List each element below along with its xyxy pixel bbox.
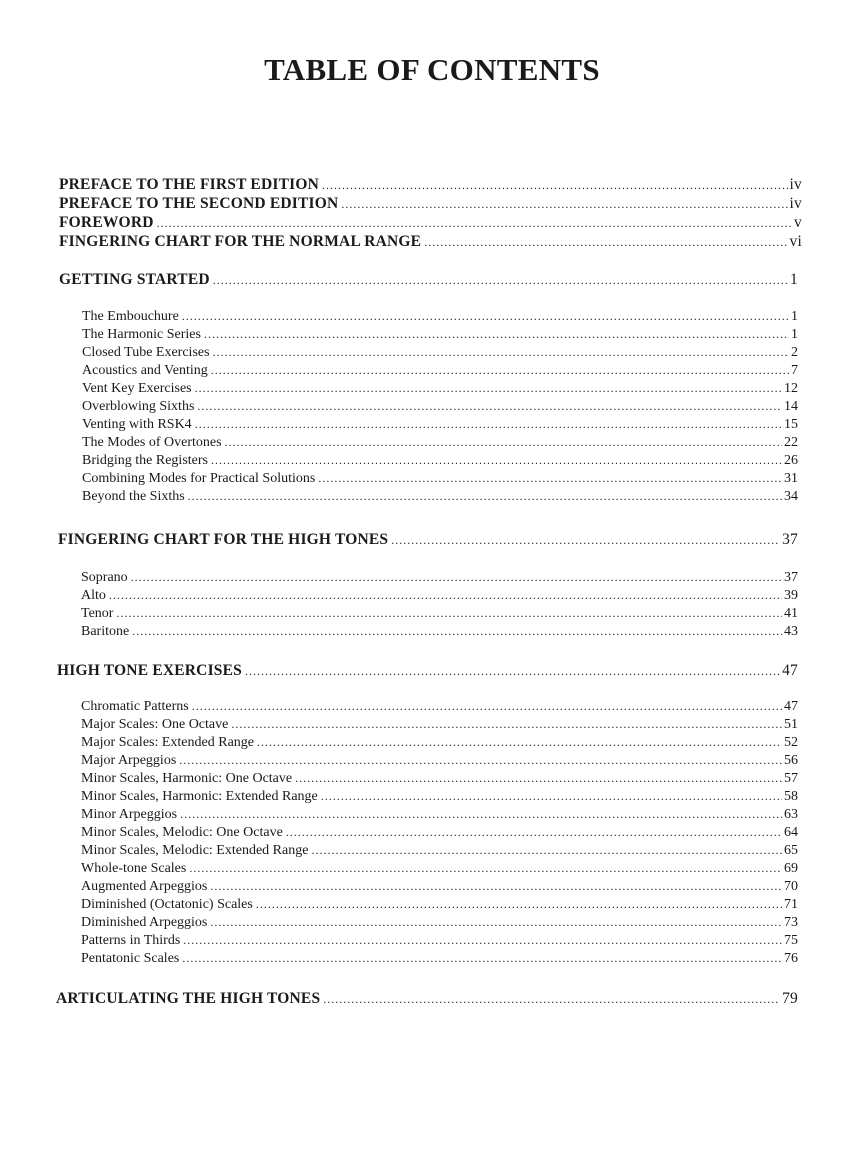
toc-section-articulating-high-tones[interactable]	[56, 990, 798, 1008]
toc-item-page: 2	[791, 345, 798, 360]
toc-item[interactable]	[81, 588, 798, 604]
toc-item-label: Bridging the Registers	[82, 453, 208, 468]
leader-dots	[195, 381, 782, 396]
toc-section-page: 1	[790, 271, 798, 288]
toc-item-label: Minor Arpeggios	[81, 807, 178, 822]
toc-item-label: Diminished Arpeggios	[81, 915, 208, 930]
toc-item-label: Overblowing Sixths	[82, 399, 195, 414]
toc-item-page: 52	[784, 735, 798, 750]
toc-item-page: 37	[784, 570, 798, 585]
toc-item[interactable]	[81, 897, 798, 913]
toc-item-label: Chromatic Patterns	[81, 699, 189, 714]
leader-dots	[189, 861, 782, 876]
toc-item[interactable]	[82, 363, 798, 379]
leader-dots	[182, 951, 782, 966]
toc-entry-preface-second-edition[interactable]	[59, 195, 802, 213]
toc-item-label: Minor Scales, Harmonic: One Octave	[81, 771, 293, 786]
leader-dots	[311, 843, 782, 858]
toc-section-label: HIGH TONE EXERCISES	[57, 662, 242, 679]
toc-item-label: The Modes of Overtones	[82, 435, 222, 450]
leader-dots	[211, 453, 782, 468]
toc-item-page: 58	[784, 789, 798, 804]
toc-item-label: Closed Tube Exercises	[82, 345, 210, 360]
toc-item-label: The Embouchure	[82, 309, 179, 324]
toc-entry-page: v	[794, 214, 802, 231]
toc-item-page: 41	[784, 606, 798, 621]
toc-item-page: 47	[784, 699, 798, 714]
toc-section-label: GETTING STARTED	[59, 271, 210, 288]
toc-item-page: 22	[784, 435, 798, 450]
leader-dots	[257, 735, 782, 750]
leader-dots	[157, 216, 792, 231]
toc-item-page: 57	[784, 771, 798, 786]
leader-dots	[210, 915, 782, 930]
toc-item-page: 7	[791, 363, 798, 378]
toc-entry-page: vi	[789, 233, 802, 250]
toc-item[interactable]	[82, 399, 798, 415]
toc-item-page: 65	[784, 843, 798, 858]
toc-section-label: ARTICULATING THE HIGH TONES	[56, 990, 321, 1007]
toc-item-label: Whole-tone Scales	[81, 861, 187, 876]
toc-item-page: 15	[784, 417, 798, 432]
toc-entry-label: PREFACE TO THE FIRST EDITION	[59, 176, 319, 193]
leader-dots	[182, 309, 789, 324]
toc-item-label: Venting with RSK4	[82, 417, 192, 432]
toc-section-page: 47	[782, 662, 798, 679]
leader-dots	[321, 789, 782, 804]
leader-dots	[225, 435, 782, 450]
leader-dots	[256, 897, 782, 912]
leader-dots	[211, 363, 789, 378]
toc-entry-label: PREFACE TO THE SECOND EDITION	[59, 195, 339, 212]
toc-item-label: Beyond the Sixths	[82, 489, 185, 504]
leader-dots	[318, 471, 782, 486]
toc-item-page: 1	[791, 309, 798, 324]
toc-item-label: Augmented Arpeggios	[81, 879, 208, 894]
toc-section-high-tone-exercises[interactable]	[57, 662, 798, 680]
toc-item[interactable]	[81, 915, 798, 931]
toc-item[interactable]	[82, 435, 798, 451]
leader-dots	[391, 533, 780, 548]
toc-item[interactable]	[81, 843, 798, 859]
toc-item-label: Patterns in Thirds	[81, 933, 181, 948]
toc-item[interactable]	[82, 327, 798, 343]
toc-item-label: Tenor	[81, 606, 114, 621]
toc-item[interactable]	[82, 489, 798, 505]
toc-item-label: Soprano	[81, 570, 128, 585]
toc-item[interactable]	[82, 381, 798, 397]
leader-dots	[286, 825, 782, 840]
toc-entry-label: FOREWORD	[59, 214, 154, 231]
toc-item[interactable]	[81, 807, 798, 823]
toc-item-label: Minor Scales, Melodic: One Octave	[81, 825, 283, 840]
toc-entry-fingering-chart-normal-range[interactable]	[59, 233, 802, 251]
toc-item-label: Pentatonic Scales	[81, 951, 180, 966]
toc-item[interactable]	[81, 735, 798, 751]
toc-entry-preface-first-edition[interactable]	[59, 176, 802, 194]
toc-item[interactable]	[81, 825, 798, 841]
leader-dots	[210, 879, 782, 894]
leader-dots	[322, 178, 788, 193]
toc-entry-foreword[interactable]	[59, 214, 802, 232]
toc-item[interactable]	[81, 606, 798, 622]
leader-dots	[245, 664, 780, 679]
toc-item-label: Major Scales: Extended Range	[81, 735, 255, 750]
toc-item[interactable]	[81, 771, 798, 787]
toc-item-page: 39	[784, 588, 798, 603]
toc-section-fingering-chart-high-tones[interactable]	[58, 531, 798, 549]
leader-dots	[195, 417, 782, 432]
toc-item[interactable]	[81, 789, 798, 805]
toc-item-label: Major Scales: One Octave	[81, 717, 229, 732]
toc-item-page: 63	[784, 807, 798, 822]
page-title: TABLE OF CONTENTS	[264, 52, 600, 87]
leader-dots	[116, 606, 782, 621]
toc-item-label: Alto	[81, 588, 106, 603]
toc-section-getting-started[interactable]	[59, 271, 798, 289]
toc-entry-page: iv	[789, 176, 802, 193]
leader-dots	[323, 992, 780, 1007]
toc-item-label: Combining Modes for Practical Solutions	[82, 471, 316, 486]
leader-dots	[197, 399, 782, 414]
leader-dots	[132, 624, 782, 639]
leader-dots	[204, 327, 789, 342]
toc-item-page: 34	[784, 489, 798, 504]
toc-item-page: 75	[784, 933, 798, 948]
toc-item[interactable]	[81, 570, 798, 586]
toc-item[interactable]	[81, 861, 798, 877]
toc-item[interactable]	[81, 879, 798, 895]
leader-dots	[188, 489, 782, 504]
toc-item[interactable]	[81, 951, 798, 967]
toc-item-label: Minor Scales, Melodic: Extended Range	[81, 843, 309, 858]
toc-item-page: 56	[784, 753, 798, 768]
leader-dots	[341, 197, 787, 212]
leader-dots	[183, 933, 782, 948]
toc-item-label: Vent Key Exercises	[82, 381, 192, 396]
leader-dots	[109, 588, 782, 603]
toc-item[interactable]	[82, 309, 798, 325]
toc-item[interactable]	[82, 453, 798, 469]
toc-item[interactable]	[82, 471, 798, 487]
leader-dots	[231, 717, 782, 732]
toc-item-page: 76	[784, 951, 798, 966]
toc-item[interactable]	[81, 753, 798, 769]
leader-dots	[213, 273, 788, 288]
toc-item-page: 1	[791, 327, 798, 342]
toc-item[interactable]	[81, 624, 798, 640]
toc-item[interactable]	[81, 933, 798, 949]
leader-dots	[180, 807, 782, 822]
leader-dots	[179, 753, 782, 768]
toc-section-page: 37	[782, 531, 798, 548]
leader-dots	[192, 699, 782, 714]
toc-item-label: Baritone	[81, 624, 130, 639]
toc-item-label: Major Arpeggios	[81, 753, 177, 768]
leader-dots	[131, 570, 782, 585]
toc-item[interactable]	[81, 699, 798, 715]
toc-item-page: 51	[784, 717, 798, 732]
toc-item-label: Minor Scales, Harmonic: Extended Range	[81, 789, 318, 804]
toc-item-page: 43	[784, 624, 798, 639]
toc-item-page: 71	[784, 897, 798, 912]
toc-item-label: The Harmonic Series	[82, 327, 201, 342]
leader-dots	[213, 345, 789, 360]
toc-item-label: Acoustics and Venting	[82, 363, 208, 378]
toc-item[interactable]	[82, 345, 798, 361]
leader-dots	[295, 771, 782, 786]
toc-item-page: 26	[784, 453, 798, 468]
toc-item-page: 70	[784, 879, 798, 894]
leader-dots	[424, 235, 787, 250]
toc-item-page: 14	[784, 399, 798, 414]
toc-item-label: Diminished (Octatonic) Scales	[81, 897, 253, 912]
toc-item-page: 64	[784, 825, 798, 840]
toc-item[interactable]	[81, 717, 798, 733]
toc-section-page: 79	[782, 990, 798, 1007]
toc-item-page: 69	[784, 861, 798, 876]
toc-section-label: FINGERING CHART FOR THE HIGH TONES	[58, 531, 389, 548]
toc-item-page: 73	[784, 915, 798, 930]
toc-entry-page: iv	[789, 195, 802, 212]
toc-entry-label: FINGERING CHART FOR THE NORMAL RANGE	[59, 233, 422, 250]
toc-item[interactable]	[82, 417, 798, 433]
toc-item-page: 31	[784, 471, 798, 486]
toc-item-page: 12	[784, 381, 798, 396]
